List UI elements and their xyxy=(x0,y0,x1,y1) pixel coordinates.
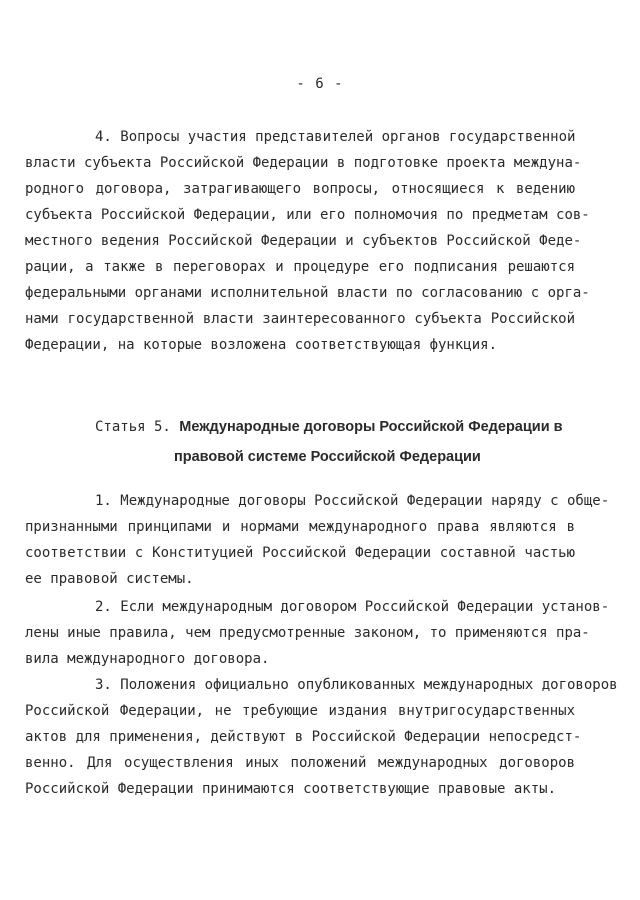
text-line: Российской Федерации, не требующие издания внутригосударственных xyxy=(25,703,575,719)
text-line: 1. Международные договоры Российской Федерации наряду с обще- xyxy=(95,493,610,509)
text-line: Российской Федерации принимаются соответствующие правовые акты. xyxy=(25,781,557,797)
text-line: вила международного договора. xyxy=(25,651,270,667)
text-line: соответствии с Конституцией Российской Федерации составной частью xyxy=(25,545,575,561)
article-number: Статья 5. xyxy=(95,419,171,435)
page-number: - 6 - xyxy=(296,76,344,92)
text-line: рации, а также в переговорах и процедуре его подписания решаются xyxy=(25,259,575,275)
text-line: лены иные правила, чем предусмотренные законом, то применяются пра- xyxy=(25,625,590,641)
article-5-paragraph-2 xyxy=(25,594,610,672)
article-5-paragraph-1 xyxy=(25,488,610,592)
text-line: 3. Положения официально опубликованных международных договоров xyxy=(95,677,618,693)
text-line: власти субъекта Российской Федерации в подготовке проекта междуна- xyxy=(25,155,582,171)
text-line: родного договора, затрагивающего вопросы, относящиеся к ведению xyxy=(25,181,575,197)
text-line: признанными принципами и нормами международного права являются в xyxy=(25,519,575,535)
text-line: субъекта Российской Федерации, или его полномочия по предметам сов- xyxy=(25,207,590,223)
text-line: 2. Если международным договором Российской Федерации установ- xyxy=(95,599,610,615)
article-5-heading xyxy=(95,412,565,472)
text-line: актов для применения, действуют в Российской Федерации непосредст- xyxy=(25,729,582,745)
text-line: Федерации, на которые возложена соответствующая функция. xyxy=(25,337,498,353)
text-line: венно. Для осуществления иных положений международных договоров xyxy=(25,755,575,771)
article-title-line-1: Международные договоры Российской Федерации в xyxy=(179,419,563,435)
section-4-paragraph xyxy=(25,124,590,358)
text-line: 4. Вопросы участия представителей органов государственной xyxy=(95,129,576,145)
text-line: местного ведения Российской Федерации и субъектов Российской Феде- xyxy=(25,233,582,249)
article-title-line-2: правовой системе Российской Федерации xyxy=(174,449,481,465)
text-line: федеральными органами исполнительной власти по согласованию с орга- xyxy=(25,285,590,301)
text-line: нами государственной власти заинтересованного субъекта Российской xyxy=(25,311,575,327)
article-5-paragraph-3 xyxy=(25,672,618,802)
text-line: ее правовой системы. xyxy=(25,571,194,587)
